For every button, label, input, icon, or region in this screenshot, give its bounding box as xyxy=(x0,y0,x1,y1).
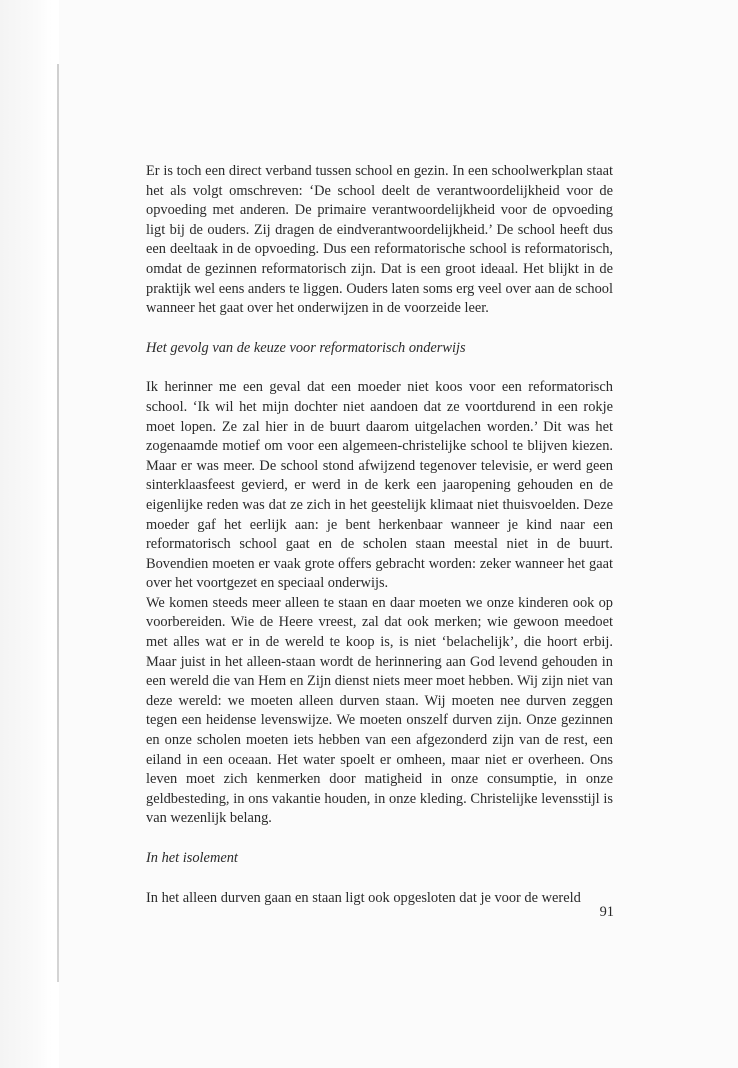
facing-page-edge xyxy=(0,0,52,1068)
paragraph-alleen-staan: We komen steeds meer alleen te staan en daar moeten we onze kinderen ook op voorbereiden. Wie de Heere vreest, zal dat ook merken; wie gewoon meedoet met alles wat er in de wereld te koop is, is niet ‘belachelijk’, die hoort erbij. Maar juist in het alleen-staan wordt de herinnering aan God levend gehouden in een wereld die van Hem en Zijn dienst niets meer moet hebben. Wij zijn niet van deze wereld: we moeten alleen durven staan. Wij moeten nee durven zeggen tegen een heidense levenswijze. We moeten onszelf durven zijn. Onze gezinnen en onze scholen moeten iets hebben van een afgezonderd zijn van de rest, een eiland in een oceaan. Het water spoelt er omheen, maar niet er overheen. Ons leven moet zich kenmerken door matigheid in onze consumptie, in onze geldbesteding, in ons vakantie houden, in onze kleding. Christelijke levensstijl is van wezenlijk belang. xyxy=(146,594,613,827)
section-heading-isolement: In het isolement xyxy=(146,850,238,866)
binding-gutter xyxy=(57,64,59,982)
paragraph-alleen-durven: In het alleen durven gaan en staan ligt ook opgesloten dat je voor de wereld xyxy=(146,889,581,906)
body-text xyxy=(146,162,613,908)
paragraph-school-gezin: Er is toch een direct verband tussen school en gezin. In een schoolwerkplan staat het als volgt omschreven: ‘De school deelt de verantwoordelijkheid voor de opvoeding met anderen. De primaire verantwoordelijkheid voor de opvoeding ligt bij de ouders. Zij dragen de eindverantwoordelijkheid.’ De school heeft dus een deeltaak in de opvoeding. Dus een reformatorische school is reformatorisch, omdat de gezinnen reformatorisch zijn. Dat is een groot ideaal. Het blijkt in de praktijk wel eens anders te liggen. Ouders laten soms erg veel over aan de school wanneer het gaat over het onderwijzen in de voorzeide leer. xyxy=(146,163,613,317)
page-number: 91 xyxy=(599,904,614,920)
section-heading-gevolg: Het gevolg van de keuze voor reformatorisch onderwijs xyxy=(146,339,466,356)
paragraph-moeder-keuze: Ik herinner me een geval dat een moeder niet koos voor een reformatorisch school. ‘Ik wil het mijn dochter niet aandoen dat ze voortdurend in een rokje moet lopen. Ze zal hier in de buurt daarom uitgelachen worden.’ Dit was het zogenaamde motief om voor een algemeen-christelijke school te blijven kiezen. Maar er was meer. De school stond afwijzend tegenover televisie, er werd geen sinterklaasfeest gevierd, er werd in de kerk een jaaropening gehouden en de eigenlijke reden was dat ze zich in het geestelijk klimaat niet thuisvoelden. Deze moeder gaf het eerlijk aan: je bent herkenbaar wanneer je kind naar een reformatorisch school gaat en de scholen staan meestal niet in de buurt. Bovendien moeten er vaak grote offers gebracht worden: zeker wanneer het gaat over het voortgezet en speciaal onderwijs. xyxy=(146,379,613,592)
